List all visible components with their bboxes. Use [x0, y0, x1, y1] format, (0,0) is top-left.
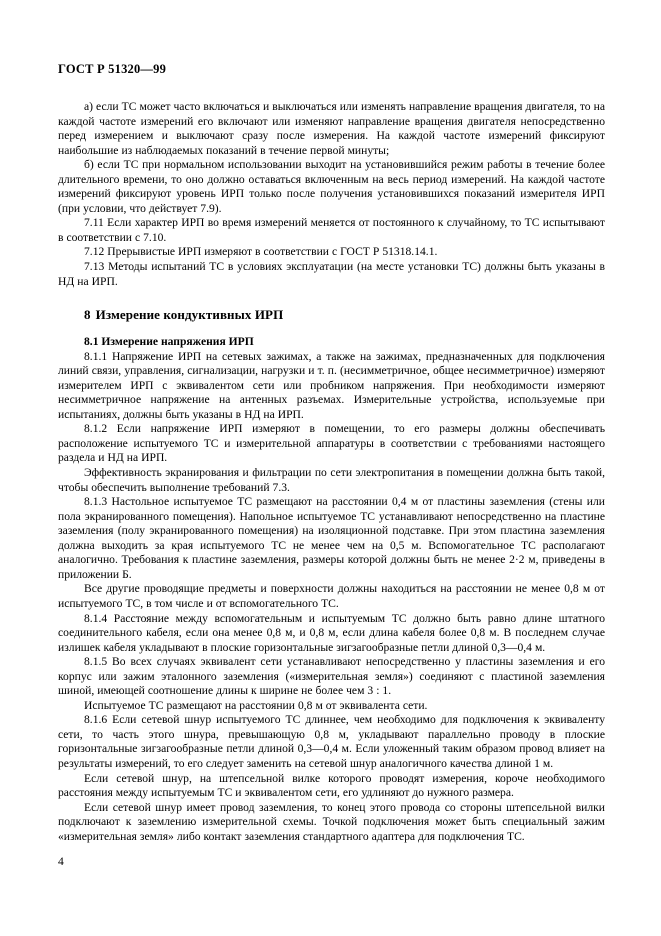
paragraph-item-b: б) если ТС при нормальном использовании выходит на установившийся режим работы в течение более длительного времени, то оно должно оставаться включенным на весь период измерений. На каждой частоте измерений фиксируют уровень ИРП только после получения установившихся показаний измерителя ИРП (при условии, что действует 7.9).	[58, 158, 605, 215]
section-8-heading	[58, 289, 605, 335]
clause-7-continuation-block	[58, 100, 605, 289]
paragraph-clause-8-1-1: 8.1.1 Напряжение ИРП на сетевых зажимах, а также на зажимах, предназначенных для подключения линий связи, управления, сигнализации, нагрузки и т. п. (несимметричное, общее несимметричное) измеряют измерителем ИРП с эквивалентом сети или пробником напряжения. При необходимости измеряют несимметричное напряжение на антенных разъемах. Измерительные устройства, используемые при испытаниях, должны быть указаны в НД на ИРП.	[58, 349, 605, 421]
paragraph-clause-8-1-6: 8.1.6 Если сетевой шнур испытуемого ТС длиннее, чем необходимо для подключения к эквиваленту сети, то часть этого шнура, превышающую 0,8 м, укладывают параллельно проводу в плоские горизонтальные зигзагообразные петли длиной 0,3—0,4 м. Если уложенный таким образом провод влияет на результаты измерений, то его следует заменить на сетевой шнур аналогичного качества длиной 1 м.	[58, 713, 605, 770]
paragraph-clause-8-1-3-note: Все другие проводящие предметы и поверхности должны находиться на расстоянии не менее 0,8 м от испытуемого ТС, в том числе и от вспомогательного ТС.	[58, 582, 605, 610]
paragraph-clause-8-1-2: 8.1.2 Если напряжение ИРП измеряют в помещении, то его размеры должны обеспечивать расположение испытуемого ТС и измерительной аппаратуры в соответствии с требованиями настоящего раздела и НД на ИРП.	[58, 422, 605, 465]
paragraph-clause-7-13: 7.13 Методы испытаний ТС в условиях эксплуатации (на месте установки ТС) должны быть указаны в НД на ИРП.	[58, 260, 605, 288]
paragraph-clause-8-1-2-note: Эффективность экранирования и фильтрации по сети электропитания в помещении должна быть такой, чтобы обеспечить выполнение требований 7.3.	[58, 466, 605, 494]
subsection-8-1-title: Измерение напряжения ИРП	[101, 335, 254, 349]
paragraph-clause-8-1-4: 8.1.4 Расстояние между вспомогательным и испытуемым ТС должно быть равно длине штатного соединительного кабеля, если она менее 0,8 м, и 0,8 м, если длина кабеля более 0,8 м. В последнем случае излишек кабеля укладывают в плоские горизонтальные зигзагообразные петли длиной 0,3—0,4 м.	[58, 611, 605, 654]
subsection-8-1-heading	[58, 335, 605, 350]
section-8-number: 8	[84, 307, 91, 323]
page-number: 4	[58, 855, 64, 868]
section-8-body	[58, 350, 605, 845]
paragraph-clause-8-1-5: 8.1.5 Во всех случаях эквивалент сети устанавливают непосредственно у пластины заземления и его корпус или зажим эталонного заземления («измерительная земля») соединяют с пластиной заземления шиной, имеющей соотношение длины к ширине не более чем 3 : 1.	[58, 655, 605, 698]
paragraph-clause-7-12: 7.12 Прерывистые ИРП измеряют в соответствии с ГОСТ Р 51318.14.1.	[84, 245, 438, 259]
paragraph-clause-8-1-3: 8.1.3 Настольное испытуемое ТС размещают на расстоянии 0,4 м от пластины заземления (стены или пола экранированного помещения). Напольное испытуемое ТС устанавливают непосредственно на пластине заземления (полу экранированного помещения) на изоляционной подставке. При этом пластина заземления должна выходить за края испытуемого ТС не менее чем на 0,5 м. Вспомогательное ТС располагают аналогично. Требования к пластине заземления, размеры которой должны быть не менее 2·2 м, приведены в приложении Б.	[58, 495, 605, 581]
paragraph-clause-8-1-6-note-1: Если сетевой шнур, на штепсельной вилке которого проводят измерения, короче необходимого расстояния между испытуемым ТС и эквивалентом сети, его удлиняют до нужного размера.	[58, 771, 605, 800]
paragraph-clause-8-1-5-note: Испытуемое ТС размещают на расстоянии 0,8 м от эквивалента сети.	[84, 698, 428, 712]
standard-header: ГОСТ Р 51320—99	[58, 62, 167, 76]
subsection-8-1-number: 8.1	[84, 335, 99, 349]
paragraph-clause-7-11: 7.11 Если характер ИРП во время измерений меняется от постоянного к случайному, то ТС испытывают в соответствии с 7.10.	[58, 216, 605, 244]
section-8-title: Измерение кондуктивных ИРП	[95, 307, 284, 323]
paragraph-item-a: а) если ТС может часто включаться и выключаться или изменять направление вращения двигателя, то на каждой частоте измерений его включают или изменяют направление вращения двигателя непосредственно перед измерением и выключают сразу после измерения. На каждой частоте измерений фиксируют наибольшие из наблюдаемых показаний в течение первой минуты;	[58, 100, 605, 157]
paragraph-clause-8-1-6-note-2: Если сетевой шнур имеет провод заземления, то конец этого провода со стороны штепсельной вилки подключают к заземлению измерительной схемы. Точкой подключения может быть специальный зажим «измерительная земля» либо контакт заземления стандартного адаптера для подключения ТС.	[58, 800, 605, 843]
page-content	[58, 0, 605, 844]
